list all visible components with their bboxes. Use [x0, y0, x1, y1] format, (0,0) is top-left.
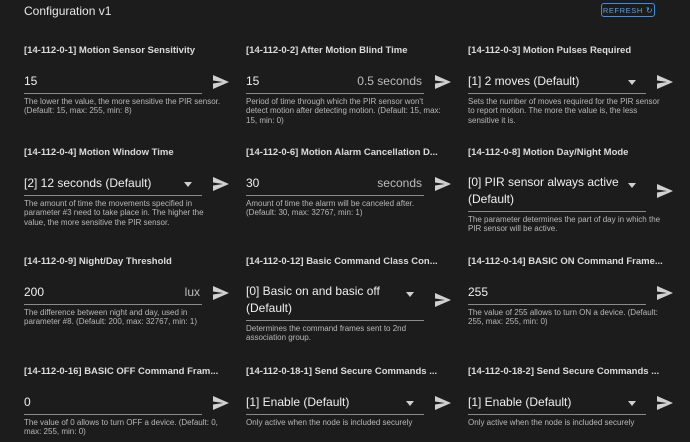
chevron-down-icon[interactable]	[628, 183, 636, 188]
parameter-input[interactable]	[246, 173, 424, 196]
send-icon[interactable]	[434, 176, 452, 192]
send-icon[interactable]	[656, 285, 674, 301]
parameter-label: [14-112-0-8] Motion Day/Night Mode	[468, 147, 629, 158]
refresh-icon: ↻	[645, 5, 654, 15]
selected-option: [0] PIR sensor always active (Default)	[468, 175, 619, 206]
parameter-select[interactable]	[24, 173, 202, 196]
parameter-help-text: The value of 255 allows to turn ON a device. (Default: 255, max: 255, min: 0)	[468, 308, 658, 327]
parameter-input[interactable]	[468, 282, 646, 305]
refresh-button-label: REFRESH	[602, 5, 643, 15]
input-value: 15	[246, 74, 260, 88]
send-icon[interactable]	[434, 292, 452, 308]
parameter-help-text: Sets the number of moves required for the PIR sensor to report motion. The more the value is, the less sensitive it is.	[468, 97, 660, 125]
parameter-help-text: The difference between night and day, used in parameter #8. (Default: 200, max: 32767, min: 1)	[24, 308, 197, 327]
parameter-help-text: The amount of time the movements specified in parameter #3 need to take place in. The higher the value, the more sensitive the PIR sensor.	[24, 199, 204, 227]
parameter-label: [14-112-0-16] BASIC OFF Command Fram...	[24, 366, 219, 377]
parameter-input[interactable]	[24, 282, 202, 305]
send-icon[interactable]	[656, 183, 674, 199]
unit-label: lux	[184, 285, 200, 299]
parameter-select[interactable]	[246, 280, 424, 321]
parameter-help-text: Period of time through which the PIR sensor won't detect motion after detecting motion. (Default: 15, max: 15, min: 0)	[246, 97, 441, 125]
parameter-input[interactable]	[246, 71, 424, 94]
parameter-input[interactable]	[24, 392, 202, 415]
send-icon[interactable]	[434, 74, 452, 90]
parameter-help-text: Determines the command frames sent to 2nd association group.	[246, 324, 407, 343]
send-icon[interactable]	[434, 395, 452, 411]
send-icon[interactable]	[212, 285, 230, 301]
send-icon[interactable]	[656, 395, 674, 411]
parameter-label: [14-112-0-18-2] Send Secure Commands ...	[468, 366, 660, 377]
parameter-help-text: Only active when the node is included securely	[468, 418, 635, 427]
parameter-label: [14-112-0-14] BASIC ON Command Frame...	[468, 256, 663, 267]
selected-option: [2] 12 seconds (Default)	[24, 176, 152, 190]
parameter-label: [14-112-0-12] Basic Command Class Con...	[246, 256, 438, 267]
parameter-label: [14-112-0-4] Motion Window Time	[24, 147, 174, 158]
chevron-down-icon[interactable]	[406, 401, 414, 406]
chevron-down-icon[interactable]	[406, 292, 414, 297]
parameter-select[interactable]	[246, 392, 424, 415]
send-icon[interactable]	[212, 176, 230, 192]
parameter-label: [14-112-0-1] Motion Sensor Sensitivity	[24, 45, 196, 56]
input-value: 0	[24, 395, 31, 409]
refresh-button[interactable]	[601, 3, 655, 17]
parameter-label: [14-112-0-2] After Motion Blind Time	[246, 45, 408, 56]
selected-option: [0] Basic on and basic off (Default)	[246, 284, 380, 315]
input-value: 200	[24, 285, 45, 299]
parameter-label: [14-112-0-6] Motion Alarm Cancellation D...	[246, 147, 438, 158]
input-value: 30	[246, 176, 260, 190]
page-title: Configuration v1	[24, 4, 112, 18]
parameter-label: [14-112-0-18-1] Send Secure Commands ...	[246, 366, 438, 377]
input-value: 255	[468, 285, 489, 299]
chevron-down-icon[interactable]	[628, 401, 636, 406]
parameter-select[interactable]	[468, 71, 646, 94]
parameter-help-text: Amount of time the alarm will be canceled after. (Default: 30, max: 32767, min: 1)	[246, 199, 415, 218]
selected-option: [1] Enable (Default)	[246, 395, 350, 409]
selected-option: [1] Enable (Default)	[468, 395, 572, 409]
send-icon[interactable]	[656, 74, 674, 90]
selected-option: [1] 2 moves (Default)	[468, 74, 580, 88]
unit-label: seconds	[377, 176, 422, 190]
header-bar	[0, 0, 690, 24]
parameter-help-text: The parameter determines the part of day in which the PIR sensor will be active.	[468, 215, 661, 234]
parameter-select[interactable]	[468, 392, 646, 415]
chevron-down-icon[interactable]	[628, 80, 636, 85]
unit-label: 0.5 seconds	[357, 74, 422, 88]
parameter-help-text: The value of 0 allows to turn OFF a device. (Default: 0, max: 255, min: 0)	[24, 418, 218, 437]
parameter-input[interactable]	[24, 71, 202, 94]
parameter-select[interactable]	[468, 171, 646, 212]
parameter-label: [14-112-0-9] Night/Day Threshold	[24, 256, 172, 267]
send-icon[interactable]	[212, 395, 230, 411]
parameter-help-text: Only active when the node is included securely	[246, 418, 413, 427]
parameter-help-text: The lower the value, the more sensitive the PIR sensor. (Default: 15, max: 255, min: 8)	[24, 97, 221, 116]
chevron-down-icon[interactable]	[184, 182, 192, 187]
send-icon[interactable]	[212, 74, 230, 90]
parameter-label: [14-112-0-3] Motion Pulses Required	[468, 45, 632, 56]
input-value: 15	[24, 74, 38, 88]
